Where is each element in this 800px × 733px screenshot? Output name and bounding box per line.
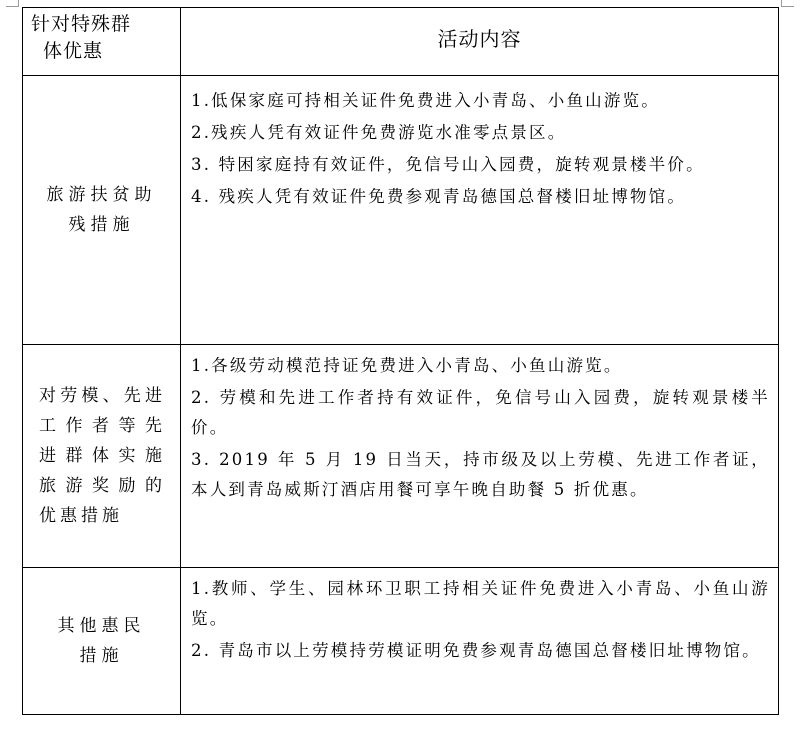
category-line: 措施: [79, 646, 124, 666]
list-item: 4. 残疾人凭有效证件免费参观青岛德国总督楼旧址博物馆。: [191, 187, 687, 206]
crop-mark: [781, 6, 794, 7]
header-category-cell: [23, 8, 181, 76]
header-content-cell: 活动内容: [181, 8, 779, 76]
category-cell: [23, 568, 181, 715]
category-line: 工作者等先: [39, 416, 166, 436]
list-item: 1.低保家庭可持相关证件免费进入小青岛、小鱼山游览。: [191, 91, 660, 110]
content-cell: [181, 76, 779, 345]
list-item: 3. 2019 年 5 月 19 日当天，持市级及以上劳模、先进工作者证，本人到青岛威斯汀酒店用餐可享午晚自助餐 5 折优惠。: [191, 450, 770, 499]
crop-mark: [6, 6, 19, 7]
category-line: 残措施: [68, 215, 135, 235]
category-line: 旅游扶贫助: [46, 185, 157, 205]
category-line: 对劳模、先进: [39, 386, 166, 406]
header-category-line: 针对特殊群: [31, 13, 132, 35]
list-item: 2.残疾人凭有效证件免费游览水准零点景区。: [191, 123, 567, 142]
category-line: 旅游奖励的: [39, 476, 166, 496]
header-category-line: 体优惠: [43, 40, 104, 62]
category-line: 进群体实施: [39, 446, 166, 466]
list-item: 2. 青岛市以上劳模持劳模证明免费参观青岛德国总督楼旧址博物馆。: [191, 641, 761, 660]
list-item: 1.各级劳动模范持证免费进入小青岛、小鱼山游览。: [191, 356, 623, 375]
category-cell: [23, 345, 181, 568]
table-row: [23, 345, 779, 568]
table-row: [23, 76, 779, 345]
list-item: 1.教师、学生、园林环卫职工持相关证件免费进入小青岛、小鱼山游览。: [191, 579, 770, 628]
category-line: 其他惠民: [57, 616, 146, 636]
table-row: [23, 568, 779, 715]
list-item: 2. 劳模和先进工作者持有效证件，免信号山入园费，旋转观景楼半价。: [191, 388, 770, 437]
preferential-measures-table: [22, 7, 779, 715]
list-item: 3. 特困家庭持有效证件，免信号山入园费，旋转观景楼半价。: [191, 155, 705, 174]
category-line: 优惠措施: [39, 506, 123, 526]
content-cell: [181, 345, 779, 568]
content-cell: [181, 568, 779, 715]
table-header-row: [23, 8, 779, 76]
category-cell: [23, 76, 181, 345]
